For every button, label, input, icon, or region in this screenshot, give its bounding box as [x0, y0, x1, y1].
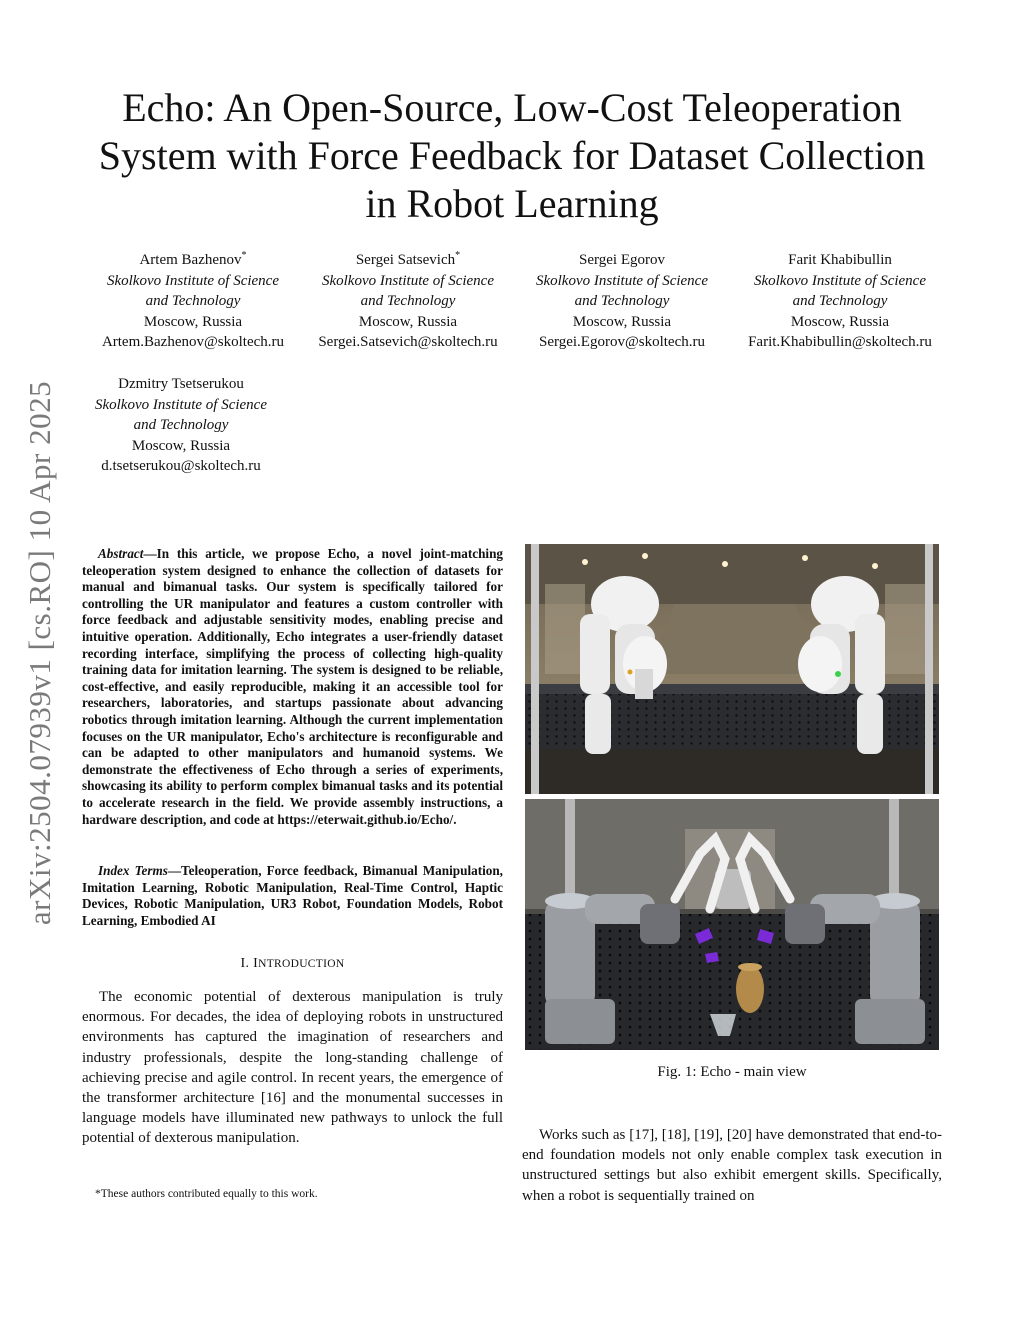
abstract: Abstract—In this article, we propose Echo, a novel joint-matching teleoperation system designed to enhance the collection of datasets for manual and bimanual tasks. Our system is specifically tailored for controlling the UR manipulator and features a custom controller with force feedback and adjustable sensitivity modes, enabling precise and intuitive operation. Additionally, Echo integrates a user-friendly dataset recording interface, simplifying the process of collecting high-quality training data for imitation learning. The system is designed to be reliable, cost-effective, and easily reproducible, making it an accessible tool for researchers, laboratories, and startups passionate about advancing robotics through imitation learning. Although the current implementation focuses on the UR manipulator, Echo's architecture is reconfigurable and can be adapted to other manipulators and humanoid systems. We demonstrate the effectiveness of Echo through a series of experiments, showcasing its ability to perform complex bimanual tasks and its potential to accelerate research in the field. We provide assembly instructions, a hardware description, and code at https://eterwait.github.io/Echo/. [82, 546, 503, 827]
footnote: *These authors contributed equally to this work. [95, 1188, 318, 1200]
author-block-3 [519, 250, 725, 353]
index-terms: Index Terms—Teleoperation, Force feedback, Bimanual Manipulation, Imitation Learning, Robotic Manipulation, Real-Time Control, Haptic Devices, Robotic Manipulation, UR3 Robot, Foundation Models, Robot Learning, Embodied AI [82, 863, 503, 928]
index-terms-text: Teleoperation, Force feedback, Bimanual Manipulation, Imitation Learning, Robotic Manipulation, Real-Time Control, Haptic Devices, Robotic Manipulation, UR3 Robot, Foundation Models, Robot Learning, Embodied AI [82, 863, 503, 928]
photo-top-view [525, 544, 939, 794]
author-email[interactable]: d.tsetserukou@skoltech.ru [101, 458, 261, 474]
author-email[interactable]: Farit.Khabibullin@skoltech.ru [748, 334, 932, 350]
author-block-4 [734, 250, 946, 353]
abstract-lead: Abstract [98, 546, 144, 561]
author-block-5 [78, 374, 284, 477]
author-name: Sergei Egorov [579, 252, 665, 268]
figure-caption: Fig. 1: Echo - main view [657, 1064, 807, 1080]
author-name: Farit Khabibullin [788, 252, 892, 268]
author-affiliation: Skolkovo Institute of Science [321, 272, 495, 289]
author-city: Moscow, Russia [790, 313, 890, 330]
author-city: Moscow, Russia [131, 437, 231, 454]
author-city: Moscow, Russia [143, 313, 243, 330]
author-email[interactable]: Sergei.Egorov@skoltech.ru [538, 334, 705, 350]
author-affiliation-2: and Technology [792, 293, 888, 309]
title-line-2: System with Force Feedback for Dataset Collection [98, 133, 926, 178]
author-affiliation: Skolkovo Institute of Science [535, 272, 709, 289]
author-email[interactable]: Sergei.Satsevich@skoltech.ru [318, 334, 498, 350]
index-terms-lead: Index Terms [98, 863, 168, 878]
author-affiliation: Skolkovo Institute of Science [94, 396, 268, 413]
title-line-1: Echo: An Open-Source, Low-Cost Teleoperation [122, 85, 902, 130]
photo-bottom-view [525, 799, 939, 1050]
paper-title [70, 84, 954, 228]
author-city: Moscow, Russia [572, 313, 672, 330]
intro-paragraph: The economic potential of dexterous manipulation is truly enormous. For decades, the idea of deploying robots in unstructured environments has captured the imagination of researchers and industry professionals, despite the long-standing challenge of achieving precise and agile control. In recent years, the emergence of the transformer architecture [16] and the monumental successes in language models have illuminated new pathways to unlock the full potential of dexterous manipulation. [82, 989, 503, 1147]
author-affiliation-2: and Technology [133, 417, 229, 433]
section-heading-introduction: I. INTRODUCTION [240, 956, 345, 971]
author-email[interactable]: Artem.Bazhenov@skoltech.ru [101, 334, 285, 350]
author-affiliation-2: and Technology [145, 293, 241, 309]
author-affiliation: Skolkovo Institute of Science [106, 272, 280, 289]
right-column-paragraph: Works such as [17], [18], [19], [20] have demonstrated that end-to-end foundation models not only enable complex task execution in unstructured settings but also exhibit emergent skills. Specifically, when a robot is sequentially trained on [522, 1127, 942, 1204]
author-affiliation: Skolkovo Institute of Science [753, 272, 927, 289]
author-name: Sergei Satsevich* [355, 250, 461, 268]
author-affiliation-2: and Technology [574, 293, 670, 309]
arxiv-identifier: arXiv:2504.07939v1 [cs.RO] 10 Apr 2025 [22, 380, 57, 926]
author-name: Artem Bazhenov* [139, 250, 247, 268]
author-name: Dzmitry Tsetserukou [118, 376, 244, 392]
abstract-text: In this article, we propose Echo, a novel joint-matching teleoperation system designed to enhance the collection of datasets for manual and bimanual tasks. Our system is specifically tailored for controlling the UR manipulator and features a custom controller with force feedback and adjustable sensitivity modes, enabling precise and intuitive operation. Additionally, Echo integrates a user-friendly dataset recording interface, simplifying the process of collecting high-quality training data for imitation learning. The system is designed to be reliable, cost-effective, and easily reproducible, making it an accessible tool for researchers, laboratories, and startups passionate about advancing robotics through imitation learning. Although the current implementation focuses on the UR manipulator, Echo's architecture is reconfigurable and can be adapted to other manipulators and humanoid systems. We demonstrate the effectiveness of Echo through a series of experiments, showcasing its ability to perform complex bimanual tasks and its potential to accelerate research in the field. We provide assembly instructions, a hardware description, and code at https://eterwait.github.io/Echo/. [82, 546, 503, 827]
author-block-2 [305, 250, 511, 353]
author-affiliation-2: and Technology [360, 293, 456, 309]
author-city: Moscow, Russia [358, 313, 458, 330]
title-line-3: in Robot Learning [365, 181, 659, 226]
author-block-1 [90, 250, 296, 353]
